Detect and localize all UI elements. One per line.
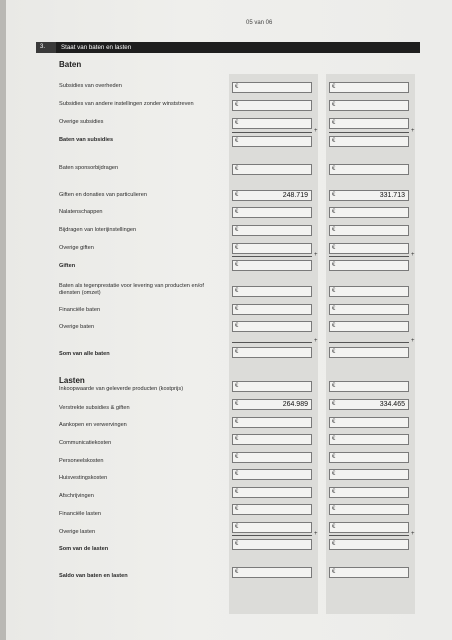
lasten-label-2: Aankopen en verwervingen	[59, 422, 127, 428]
baten-previous-field-2[interactable]	[329, 118, 409, 129]
lasten-current-field-6[interactable]	[232, 487, 312, 498]
baten-previous-field-3[interactable]	[329, 136, 409, 147]
amount-value: 334.465	[379, 401, 405, 408]
lasten-current-field-8[interactable]	[232, 522, 312, 533]
lasten-label-8: Overige lasten	[59, 529, 96, 535]
saldo-label-0: Saldo van baten en lasten	[59, 573, 128, 579]
sum-line	[232, 342, 312, 343]
baten-current-field-7[interactable]	[232, 225, 312, 236]
lasten-previous-field-2[interactable]	[329, 417, 409, 428]
currency-symbol: €	[332, 349, 336, 355]
plus-sign: +	[411, 128, 415, 134]
baten-previous-field-11[interactable]	[329, 304, 409, 315]
lasten-label-0: Inkoopwaarde van geleverde producten (kostprijs)	[59, 386, 184, 392]
currency-symbol: €	[332, 383, 336, 389]
lasten-label-9: Som van de lasten	[59, 546, 109, 552]
baten-label-6: Nalatenschappen	[59, 209, 103, 215]
lasten-previous-field-8[interactable]	[329, 522, 409, 533]
currency-symbol: €	[235, 209, 239, 215]
lasten-current-field-5[interactable]	[232, 469, 312, 480]
currency-symbol: €	[235, 489, 239, 495]
baten-label-2: Overige subsidies	[59, 119, 104, 125]
lasten-current-field-7[interactable]	[232, 504, 312, 515]
currency-symbol: €	[235, 419, 239, 425]
column-current-year	[229, 74, 318, 614]
baten-previous-field-4[interactable]	[329, 164, 409, 175]
sum-line	[329, 342, 409, 343]
lasten-label-1: Verstrekte subsidies & giften	[59, 405, 130, 411]
plus-sign: +	[411, 338, 415, 344]
baten-label-4: Baten sponsorbijdragen	[59, 165, 119, 171]
currency-symbol: €	[332, 489, 336, 495]
currency-symbol: €	[235, 471, 239, 477]
lasten-title: Lasten	[59, 376, 85, 385]
currency-symbol: €	[332, 227, 336, 233]
currency-symbol: €	[235, 288, 239, 294]
baten-current-field-8[interactable]	[232, 243, 312, 254]
saldo-previous-field-0[interactable]	[329, 567, 409, 578]
currency-symbol: €	[332, 138, 336, 144]
currency-symbol: €	[235, 166, 239, 172]
currency-symbol: €	[235, 192, 239, 198]
baten-previous-field-7[interactable]	[329, 225, 409, 236]
baten-previous-field-13[interactable]	[329, 347, 409, 358]
baten-current-field-5[interactable]	[232, 190, 312, 201]
currency-symbol: €	[332, 84, 336, 90]
baten-previous-field-0[interactable]	[329, 82, 409, 93]
currency-symbol: €	[332, 471, 336, 477]
baten-label-0: Subsidies van overheden	[59, 83, 122, 89]
currency-symbol: €	[332, 288, 336, 294]
baten-previous-field-1[interactable]	[329, 100, 409, 111]
lasten-previous-field-1[interactable]	[329, 399, 409, 410]
baten-label-12: Overige baten	[59, 324, 95, 330]
baten-label-8: Overige giften	[59, 245, 94, 251]
baten-previous-field-5[interactable]	[329, 190, 409, 201]
currency-symbol: €	[235, 436, 239, 442]
currency-symbol: €	[332, 401, 336, 407]
currency-symbol: €	[235, 323, 239, 329]
baten-current-field-13[interactable]	[232, 347, 312, 358]
baten-current-field-3[interactable]	[232, 136, 312, 147]
baten-previous-field-10[interactable]	[329, 286, 409, 297]
lasten-label-3: Communicatiekosten	[59, 440, 112, 446]
lasten-label-7: Financiële lasten	[59, 511, 101, 517]
currency-symbol: €	[235, 245, 239, 251]
lasten-current-field-9[interactable]	[232, 539, 312, 550]
currency-symbol: €	[235, 262, 239, 268]
lasten-label-4: Personeelskosten	[59, 458, 104, 464]
currency-symbol: €	[235, 102, 239, 108]
currency-symbol: €	[235, 306, 239, 312]
baten-previous-field-8[interactable]	[329, 243, 409, 254]
baten-previous-field-12[interactable]	[329, 321, 409, 332]
currency-symbol: €	[332, 541, 336, 547]
currency-symbol: €	[332, 323, 336, 329]
sum-line	[232, 132, 312, 133]
currency-symbol: €	[235, 138, 239, 144]
plus-sign: +	[411, 252, 415, 258]
amount-value: 264.989	[282, 401, 308, 408]
plus-sign: +	[314, 338, 318, 344]
baten-label-9: Giften	[59, 263, 76, 269]
currency-symbol: €	[332, 436, 336, 442]
plus-sign: +	[314, 252, 318, 258]
baten-current-field-10[interactable]	[232, 286, 312, 297]
currency-symbol: €	[332, 209, 336, 215]
plus-sign: +	[411, 531, 415, 537]
currency-symbol: €	[235, 120, 239, 126]
currency-symbol: €	[235, 569, 239, 575]
currency-symbol: €	[235, 524, 239, 530]
currency-symbol: €	[235, 401, 239, 407]
baten-label-1: Subsidies van andere instellingen zonder winststreven	[59, 101, 194, 107]
currency-symbol: €	[235, 84, 239, 90]
baten-current-field-0[interactable]	[232, 82, 312, 93]
currency-symbol: €	[332, 192, 336, 198]
lasten-previous-field-6[interactable]	[329, 487, 409, 498]
currency-symbol: €	[332, 506, 336, 512]
lasten-current-field-2[interactable]	[232, 417, 312, 428]
sum-line	[329, 535, 409, 536]
column-previous-year	[326, 74, 415, 614]
lasten-previous-field-5[interactable]	[329, 469, 409, 480]
baten-current-field-9[interactable]	[232, 260, 312, 271]
lasten-previous-field-4[interactable]	[329, 452, 409, 463]
currency-symbol: €	[235, 383, 239, 389]
lasten-current-field-4[interactable]	[232, 452, 312, 463]
baten-label-3: Baten van subsidies	[59, 137, 114, 143]
baten-label-11: Financiële baten	[59, 307, 101, 313]
plus-sign: +	[314, 531, 318, 537]
currency-symbol: €	[332, 569, 336, 575]
baten-label-7: Bijdragen van loterijinstellingen	[59, 227, 137, 233]
currency-symbol: €	[235, 454, 239, 460]
currency-symbol: €	[332, 454, 336, 460]
baten-current-field-2[interactable]	[232, 118, 312, 129]
section-number: 3.	[36, 42, 56, 53]
lasten-previous-field-0[interactable]	[329, 381, 409, 392]
page-number: 05 van 06	[246, 20, 273, 26]
baten-label-10: Baten als tegenprestatie voor levering van producten en/of diensten (omzet)	[59, 283, 204, 296]
baten-previous-field-6[interactable]	[329, 207, 409, 218]
amount-value: 248.719	[282, 192, 308, 199]
currency-symbol: €	[332, 102, 336, 108]
sum-line	[232, 256, 312, 257]
baten-previous-field-9[interactable]	[329, 260, 409, 271]
lasten-current-field-0[interactable]	[232, 381, 312, 392]
lasten-current-field-3[interactable]	[232, 434, 312, 445]
amount-value: 331.713	[379, 192, 405, 199]
currency-symbol: €	[332, 419, 336, 425]
currency-symbol: €	[332, 306, 336, 312]
currency-symbol: €	[235, 227, 239, 233]
plus-sign: +	[314, 128, 318, 134]
currency-symbol: €	[235, 541, 239, 547]
currency-symbol: €	[332, 120, 336, 126]
sum-line	[329, 256, 409, 257]
lasten-current-field-1[interactable]	[232, 399, 312, 410]
currency-symbol: €	[332, 245, 336, 251]
currency-symbol: €	[235, 349, 239, 355]
saldo-current-field-0[interactable]	[232, 567, 312, 578]
lasten-previous-field-7[interactable]	[329, 504, 409, 515]
baten-current-field-4[interactable]	[232, 164, 312, 175]
lasten-label-6: Afschrijvingen	[59, 493, 94, 499]
baten-current-field-12[interactable]	[232, 321, 312, 332]
currency-symbol: €	[332, 524, 336, 530]
section-title: Staat van baten en lasten	[61, 44, 132, 51]
baten-label-13: Som van alle baten	[59, 351, 110, 357]
lasten-previous-field-9[interactable]	[329, 539, 409, 550]
baten-current-field-1[interactable]	[232, 100, 312, 111]
sum-line	[329, 132, 409, 133]
currency-symbol: €	[332, 166, 336, 172]
sum-line	[232, 535, 312, 536]
lasten-label-5: Huisvestingskosten	[59, 475, 108, 481]
lasten-previous-field-3[interactable]	[329, 434, 409, 445]
baten-current-field-6[interactable]	[232, 207, 312, 218]
currency-symbol: €	[332, 262, 336, 268]
currency-symbol: €	[235, 506, 239, 512]
baten-current-field-11[interactable]	[232, 304, 312, 315]
baten-label-5: Giften en donaties van particulieren	[59, 192, 148, 198]
baten-title: Baten	[59, 60, 82, 69]
